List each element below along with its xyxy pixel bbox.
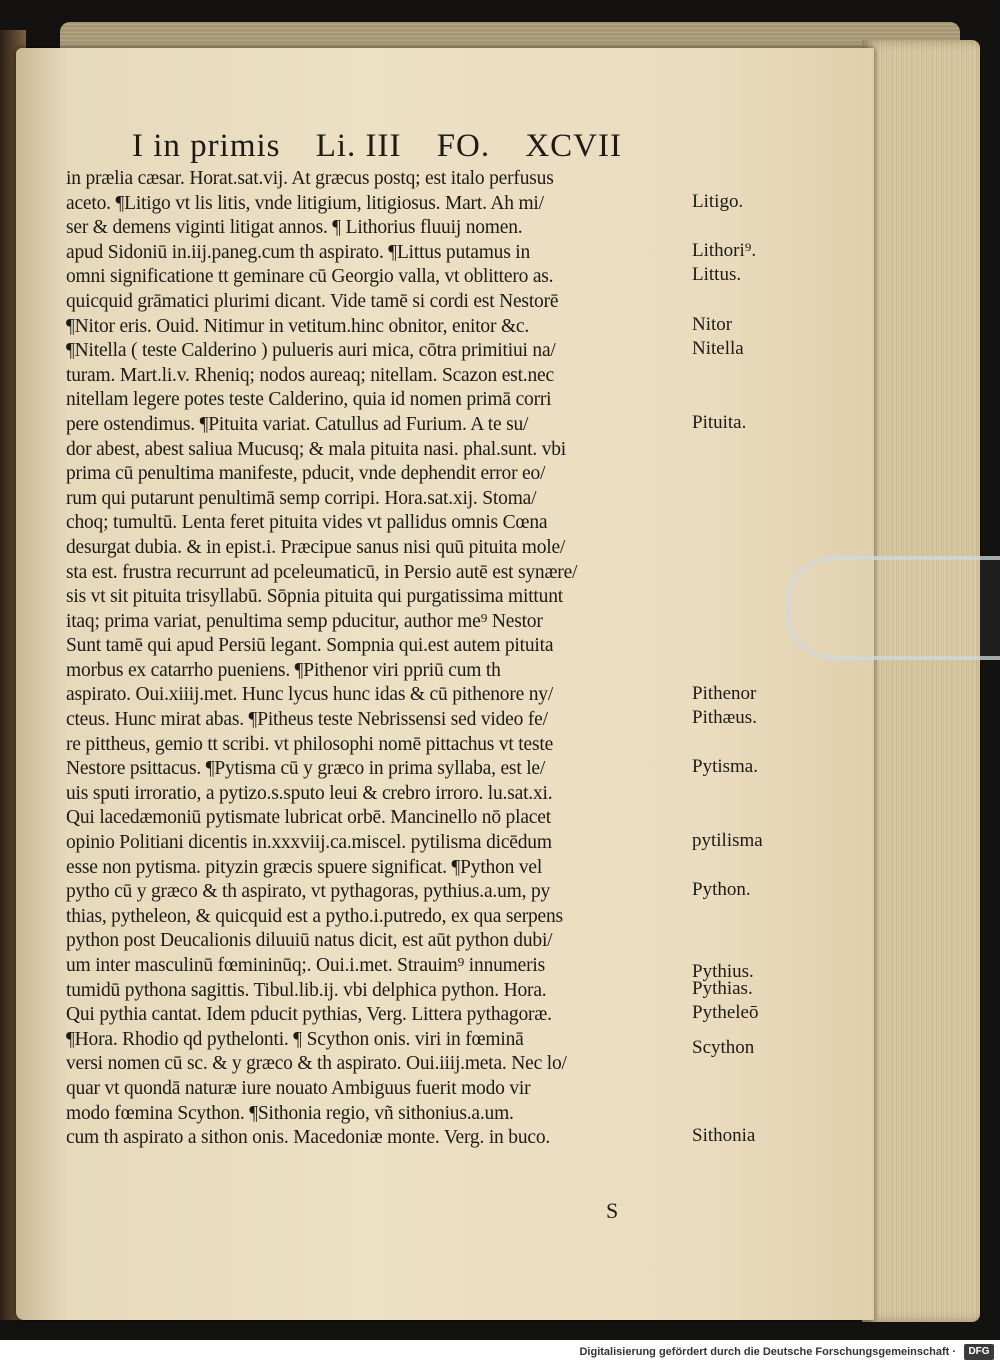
text-line: dor abest, abest saliua Mucusq; & mala pituita nasi. phal.sunt. vbi <box>66 438 567 460</box>
footer-bar <box>0 1340 1000 1366</box>
margin-note: Lithori⁹. <box>692 239 757 261</box>
text-line: aceto. ¶Litigo vt lis litis, vnde litigium, litigiosus. Mart. Ah mi/ <box>66 192 544 214</box>
margin-note: Pytheleō <box>692 1002 759 1024</box>
text-line: apud Sidoniū in.iij.paneg.cum th aspirato. ¶Littus putamus in <box>66 241 531 263</box>
text-line: Sunt tamē qui apud Persiū legant. Sompnia qui.est autem pituita <box>66 635 554 657</box>
text-line: in prælia cæsar. Horat.sat.vij. At græcus postq; est italo perfusus <box>66 168 554 189</box>
text-line: ¶Hora. Rhodio qd pythelonti. ¶ Scython onis. viri in fœminā <box>66 1028 524 1050</box>
margin-note: Nitor <box>692 313 733 335</box>
text-line: um inter masculinū fœmininūq;. Oui.i.met. Strauim⁹ innumeris <box>66 955 545 976</box>
text-line: nitellam legere potes teste Calderino, quia id nomen primā corri <box>66 389 552 411</box>
dfg-logo: DFG <box>964 1344 994 1360</box>
running-head-left: I in primis <box>132 128 281 164</box>
margin-note: Pituita. <box>692 412 747 433</box>
margin-note: Pythias. <box>692 977 753 999</box>
text-line: ser & demens viginti litigat annos. ¶ Lithorius fluuij nomen. <box>66 217 523 239</box>
text-line: modo fœmina Scython. ¶Sithonia regio, vñ sithonius.a.um. <box>66 1102 514 1124</box>
margin-note: Python. <box>692 879 751 901</box>
margin-note: Pythius. <box>692 961 754 983</box>
main-text <box>66 167 766 1151</box>
text-line: esse non pytisma. pityzin græcis spuere significat. ¶Python vel <box>66 856 543 878</box>
margin-note: Pithæus. <box>692 707 757 729</box>
text-line: opinio Politiani dicentis in.xxxviij.ca.miscel. pytilisma dicēdum <box>66 832 552 854</box>
text-line: quar vt quondā naturæ iure nouato Ambiguus fuerit modo vir <box>66 1077 531 1099</box>
text-line: itaq; prima variat, penultima semp pducitur, author me⁹ Nestor <box>66 610 543 632</box>
running-head-folio-number: XCVII <box>525 128 622 164</box>
margin-note: pytilisma <box>692 830 763 852</box>
running-head <box>132 128 622 165</box>
margin-note: Littus. <box>692 264 742 286</box>
text-line: versi nomen cū sc. & y græco & th aspirato. Oui.iiij.meta. Nec lo/ <box>66 1053 567 1075</box>
text-line: omni significatione tt geminare cū Georgio valla, vt oblittero as. <box>66 266 554 288</box>
text-line: Qui lacedæmoniū pytismate lubricat orbē. Mancinello nō placet <box>66 807 551 829</box>
text-line: thias, pytheleon, & quicquid est a pytho.i.putredo, ex qua serpens <box>66 905 563 927</box>
margin-note: Pytisma. <box>692 756 758 778</box>
text-line: sis vt sit pituita trisyllabū. Sōpnia pituita qui purgatissima mittunt <box>66 586 563 608</box>
text-line: pere ostendimus. ¶Pituita variat. Catullus ad Furium. A te su/ <box>66 413 529 435</box>
book-page <box>16 48 874 1320</box>
margin-note: Pithenor <box>692 682 757 704</box>
text-block <box>66 128 766 1151</box>
margin-note: Sithonia <box>692 1125 756 1147</box>
running-head-folio-label: FO. <box>436 128 491 164</box>
margin-note: Nitella <box>692 338 744 360</box>
text-line: Qui pythia cantat. Idem pducit pythias, Verg. Littera pythagoræ. <box>66 1004 552 1026</box>
page-stack-edge <box>862 40 980 1322</box>
text-line: morbus ex catarrho pueniens. ¶Pithenor viri ppriū cum th <box>66 659 501 681</box>
text-line: Nestore psittacus. ¶Pytisma cū y græco in prima syllaba, est le/ <box>66 758 546 780</box>
text-line: tumidū pythona sagittis. Tibul.lib.ij. vbi delphica python. Hora. <box>66 979 547 1001</box>
text-line: sta est. frustra recurrunt ad pceleumaticū, in Persio autē est synære/ <box>66 561 578 583</box>
signature-mark: S <box>606 1198 619 1223</box>
text-line: choq; tumultū. Lenta feret pituita vides vt pallidus omnis Cœna <box>66 512 548 534</box>
margin-note: Litigo. <box>692 190 744 212</box>
text-line: ¶Nitor eris. Ouid. Nitimur in vetitum.hinc obnitor, enitor &c. <box>66 315 530 337</box>
text-line: rum qui putarunt penultimā semp corripi. Hora.sat.xij. Stoma/ <box>66 487 537 509</box>
text-line: desurgat dubia. & in epist.i. Præcipue sanus nisi quū pituita mole/ <box>66 536 566 558</box>
text-line: turam. Mart.li.v. Rheniq; nodos aureaq; nitellam. Scazon est.nec <box>66 364 554 386</box>
footer-credit: Digitalisierung gefördert durch die Deutsche Forschungsgemeinschaft · <box>579 1346 956 1358</box>
text-line: cum th aspirato a sithon onis. Macedoniæ monte. Verg. in buco. <box>66 1127 551 1149</box>
margin-note: Scython <box>692 1037 755 1058</box>
text-line: quicquid grāmatici plurimi dicant. Vide tamē si cordi est Nestorē <box>66 290 559 312</box>
text-line: cteus. Hunc mirat abas. ¶Pitheus teste Nebrissensi sed video fe/ <box>66 709 548 731</box>
text-line: pytho cū y græco & th aspirato, vt pythagoras, pythius.a.um, py <box>66 881 551 903</box>
text-line: uis sputi irroratio, a pytizo.s.sputo leui & crebro irroro. lu.sat.xi. <box>66 782 553 804</box>
text-line: ¶Nitella ( teste Calderino ) pulueris auri mica, cōtra primitiui na/ <box>66 340 556 362</box>
text-line: python post Deucalionis diluuiū natus dicit, est aūt python dubi/ <box>66 930 553 952</box>
text-line: aspirato. Oui.xiiij.met. Hunc lycus hunc idas & cū pithenore ny/ <box>66 684 554 706</box>
text-line: prima cū penultima manifeste, pducit, vnde dephendit error eo/ <box>66 463 546 485</box>
page-clip <box>786 556 1000 660</box>
running-head-book: Li. III <box>315 128 402 164</box>
text-line: re pittheus, gemio tt scribi. vt philosophi nomē pittachus vt teste <box>66 733 554 755</box>
